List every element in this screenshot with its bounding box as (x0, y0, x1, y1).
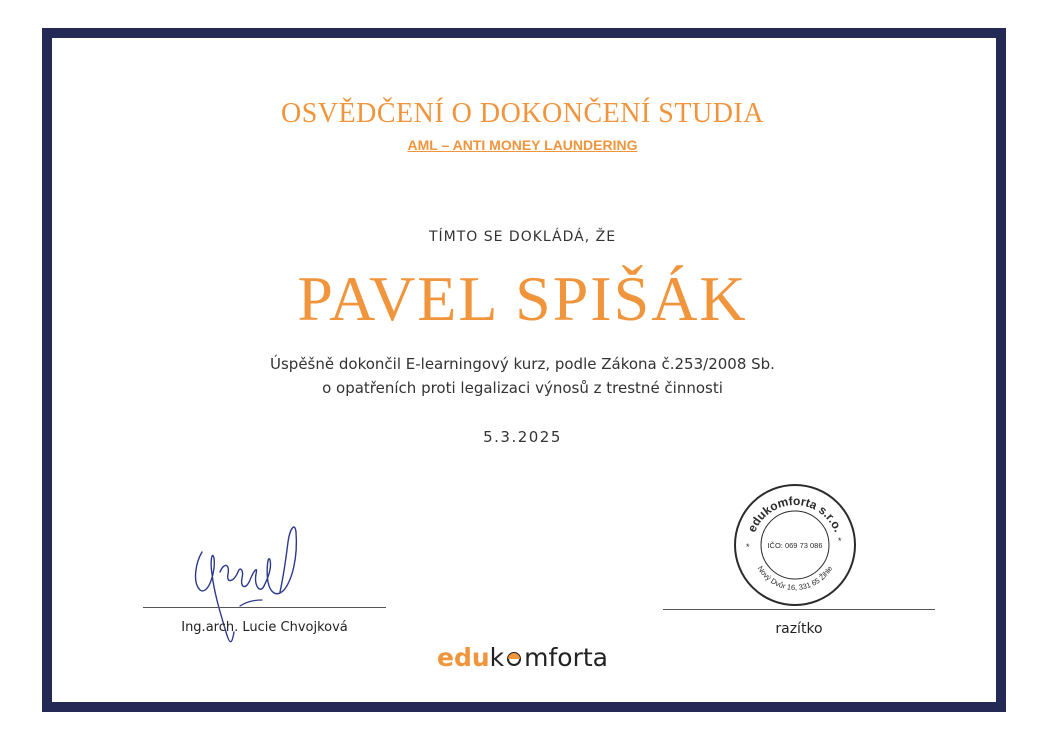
stamp-line (663, 609, 935, 610)
stamp-label: razítko (775, 621, 823, 637)
signature-line (143, 607, 386, 608)
logo-edu-text: edu (437, 643, 490, 672)
issue-date: 5.3.2025 (483, 428, 562, 446)
company-stamp (732, 482, 858, 608)
logo-k-text: k (489, 643, 505, 672)
svg-text:Nový Dvůr 16, 331 65 Žihle (756, 564, 835, 592)
logo-mforta-text: mforta (524, 643, 608, 672)
stamp-id-text: IČO: 069 73 086 (767, 541, 823, 550)
signer-name: Ing.arch. Lucie Chvojková (181, 620, 348, 635)
stamp-bottom-text: Nový Dvůr 16, 331 65 Žihle (755, 564, 835, 593)
recipient-name: PAVEL SPIŠÁK (297, 263, 748, 334)
description-line-2: o opatřeních proti legalizaci výnosů z trestné činnosti (322, 379, 723, 397)
certificate-title: OSVĚDČENÍ O DOKONČENÍ STUDIA (281, 98, 764, 129)
stamp-star-right: * (838, 536, 842, 546)
stamp-star-left: * (746, 542, 750, 552)
logo-swirl-icon (505, 651, 523, 667)
svg-text:edukomforta s.r.o. (745, 494, 846, 534)
edukomforta-logo (0, 640, 1045, 676)
certify-statement: TÍMTO SE DOKLÁDÁ, ŽE (428, 229, 617, 245)
stamp-top-text: edukomforta s.r.o. (744, 493, 846, 535)
course-name: AML – ANTI MONEY LAUNDERING (407, 137, 638, 153)
description-line-1: Úspěšně dokončil E-learningový kurz, podle Zákona č.253/2008 Sb. (270, 355, 775, 373)
